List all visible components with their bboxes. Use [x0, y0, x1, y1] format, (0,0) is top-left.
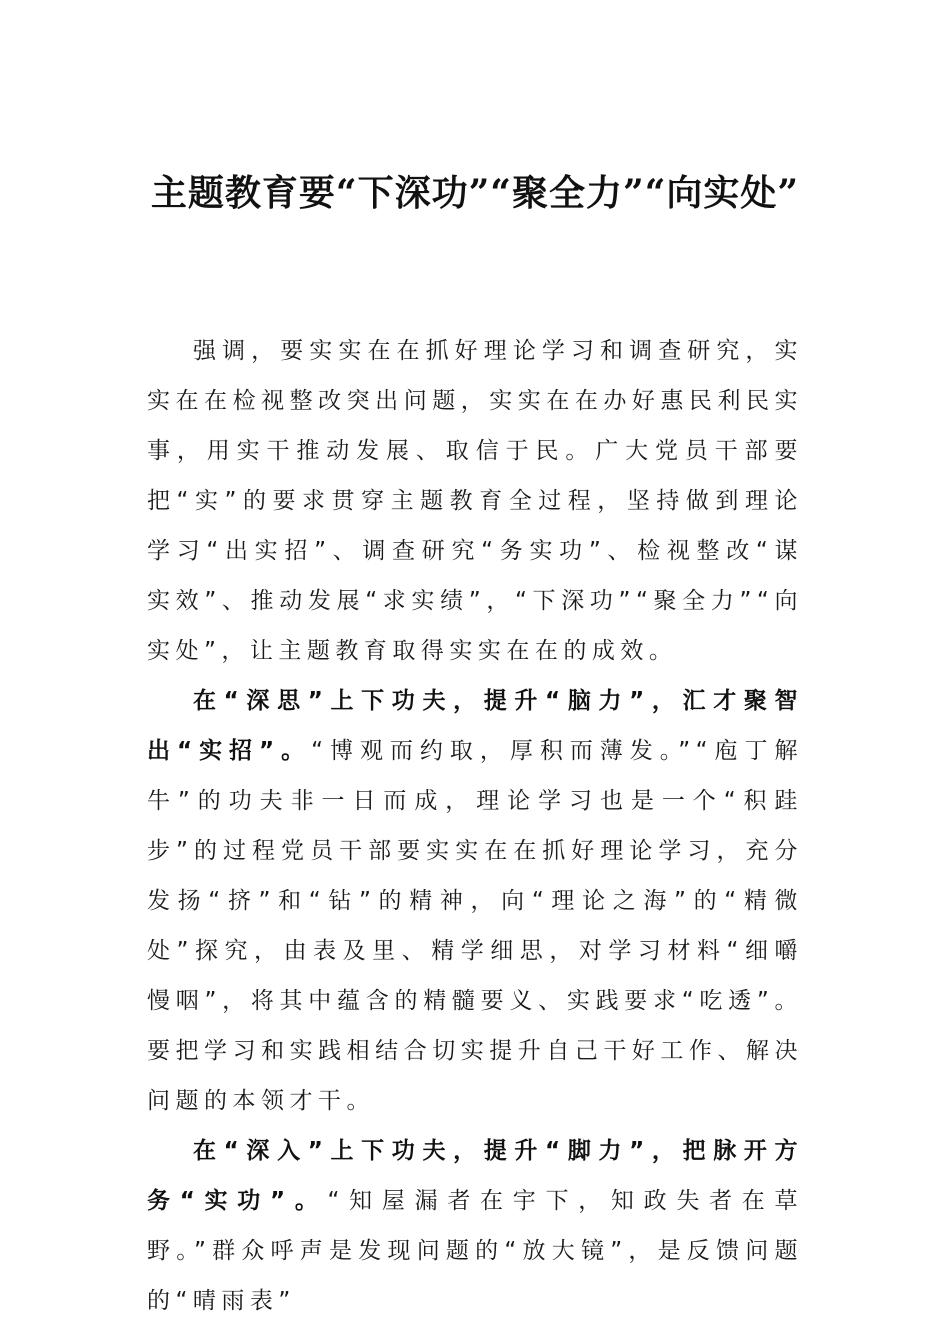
- document-body: [147, 326, 803, 1326]
- document-title: 主题教育要“下深功”“聚全力”“向实处”: [150, 172, 800, 214]
- paragraph-3-text: “知屋漏者在宇下，知政失者在草野。”群众呼声是发现问题的“放大镜”，是反馈问题的“晴雨表”: [147, 1188, 804, 1314]
- paragraph-1-text: 强调，要实实在在抓好理论学习和调查研究，实实在在检视整改突出问题，实实在在办好惠民利民实事，用实干推动发展、取信于民。广大党员干部要把“实”的要求贯穿主题教育全过程，坚持做到理论学习“出实招”、调查研究“务实功”、检视整改“谋实效”、推动发展“求实绩”，“下深功”“聚全力”“向实处”，让主题教育取得实实在在的成效。: [147, 338, 803, 664]
- paragraph-1: [147, 326, 803, 676]
- paragraph-2-text: “博观而约取，厚积而薄发。”“庖丁解牛”的功夫非一日而成，理论学习也是一个“积跬步”的过程党员干部要实实在在抓好理论学习，充分发扬“挤”和“钻”的精神，向“理论之海”的“精微处”探究，由表及里、精学细思，对学习材料“细嚼慢咽”，将其中蕴含的精髓要义、实践要求“吃透”。要把学习和实践相结合切实提升自己干好工作、解决问题的本领才干。: [147, 738, 804, 1114]
- paragraph-3-lead: 在“深入”上下功夫，提升“脚力”，把脉开方务“实功”。: [147, 1138, 803, 1214]
- paragraph-2: [147, 676, 803, 1126]
- paragraph-2-lead: 在“深思”上下功夫，提升“脑力”，汇才聚智出“实招”。: [147, 688, 803, 764]
- paragraph-3: [147, 1126, 803, 1326]
